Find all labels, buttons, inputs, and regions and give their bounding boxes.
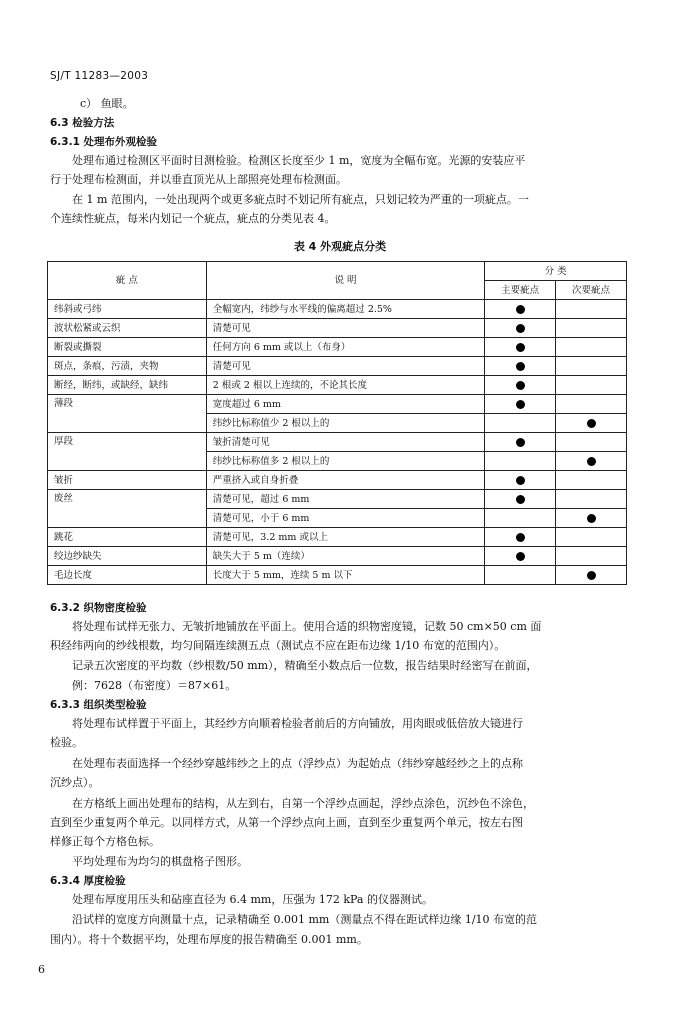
major-defect-marker xyxy=(516,495,525,504)
paragraph-line: 处理布通过检测区平面时目测检验。检测区长度至少 1 m，宽度为全幅布宽。光源的安装应平 xyxy=(72,154,526,167)
column-header-minor: 次要疵点 xyxy=(556,281,627,300)
major-defect-marker xyxy=(516,552,525,561)
major-cell xyxy=(485,547,556,566)
description-cell: 任何方向 6 mm 或以上（布身） xyxy=(206,338,484,357)
major-cell xyxy=(485,566,556,585)
paragraph-line: 个连续性疵点，每米内划记一个疵点，疵点的分类见表 4。 xyxy=(50,212,336,225)
minor-cell xyxy=(556,319,627,338)
table-row xyxy=(48,433,627,452)
defect-cell: 断经，断纬，或缺经，缺纬 xyxy=(48,376,207,395)
major-defect-marker xyxy=(516,343,525,352)
table-row xyxy=(48,357,627,376)
major-defect-marker xyxy=(516,400,525,409)
paragraph-line: 样修正每个方格色标。 xyxy=(50,835,160,848)
minor-cell xyxy=(556,452,627,471)
description-cell: 宽度超过 6 mm xyxy=(206,395,484,414)
column-header-major: 主要疵点 xyxy=(485,281,556,300)
section-heading-6-3-3: 6.3.3 组织类型检验 xyxy=(50,699,147,711)
table-row xyxy=(48,395,627,414)
minor-defect-marker xyxy=(587,514,596,523)
paragraph-line: 在方格纸上画出处理布的结构，从左到右，自第一个浮纱点画起，浮纱点涂色，沉纱色不涂色， xyxy=(72,797,534,810)
paragraph-line: 在处理布表面选择一个经纱穿越纬纱之上的点（浮纱点）为起始点（纬纱穿越经纱之上的点称 xyxy=(72,757,523,770)
table-row xyxy=(48,490,627,509)
major-cell xyxy=(485,509,556,528)
minor-cell xyxy=(556,357,627,376)
paragraph-line: 将处理布试样置于平面上，其经纱方向顺着检验者前后的方向铺放，用肉眼或低倍放大镜进行 xyxy=(72,717,523,730)
minor-cell xyxy=(556,300,627,319)
major-cell xyxy=(485,471,556,490)
description-cell: 严重挤入或自身折叠 xyxy=(206,471,484,490)
minor-defect-marker xyxy=(587,457,596,466)
list-item-c: c） 鱼眼。 xyxy=(80,97,134,110)
section-heading-6-3-2: 6.3.2 织物密度检验 xyxy=(50,602,147,614)
paragraph-line: 沉纱点）。 xyxy=(50,776,100,789)
paragraph-line: 积经纬两向的纱线根数，均匀间隔连续测五点（测试点不应在距布边缘 1/10 布宽的范围内）。 xyxy=(50,639,506,652)
major-defect-marker xyxy=(516,381,525,390)
defect-cell: 波状松紧或云织 xyxy=(48,319,207,338)
description-cell: 清楚可见 xyxy=(206,319,484,338)
paragraph-line: 例：7628（布密度）＝87×61。 xyxy=(72,679,237,692)
defect-cell: 绞边纱缺失 xyxy=(48,547,207,566)
paragraph-line: 行于处理布检测面，并以垂直顶光从上部照亮处理布检测面。 xyxy=(50,173,347,186)
paragraph-line: 直到至少重复两个单元。以同样方式，从第一个浮纱点向上画，直到至少重复两个单元，按左右图 xyxy=(50,816,523,829)
standard-number: SJ/T 11283—2003 xyxy=(50,70,149,82)
paragraph-line: 平均处理布为均匀的棋盘格子图形。 xyxy=(72,855,248,868)
description-cell: 长度大于 5 mm，连续 5 m 以下 xyxy=(206,566,484,585)
description-cell: 纬纱比标称值少 2 根以上的 xyxy=(206,414,484,433)
minor-cell xyxy=(556,528,627,547)
column-header-classification: 分 类 xyxy=(485,262,627,281)
major-cell xyxy=(485,414,556,433)
table-row xyxy=(48,338,627,357)
defect-cell: 皱折 xyxy=(48,471,207,490)
table-title: 表 4 外观疵点分类 xyxy=(293,240,387,253)
minor-cell xyxy=(556,566,627,585)
paragraph-line: 处理布厚度用压头和砧座直径为 6.4 mm，压强为 172 kPa 的仪器测试。 xyxy=(72,893,433,906)
description-cell: 清楚可见，3.2 mm 或以上 xyxy=(206,528,484,547)
major-defect-marker xyxy=(516,305,525,314)
minor-defect-marker xyxy=(587,571,596,580)
paragraph-line: 沿试样的宽度方向测量十点，记录精确至 0.001 mm（测量点不得在距试样边缘 1/10 布宽的范 xyxy=(72,913,538,926)
description-cell: 缺失大于 5 m（连续） xyxy=(206,547,484,566)
paragraph-line: 围内）。将十个数据平均，处理布厚度的报告精确至 0.001 mm。 xyxy=(50,933,368,946)
major-cell xyxy=(485,319,556,338)
table-row xyxy=(48,376,627,395)
minor-cell xyxy=(556,376,627,395)
paragraph-line: 记录五次密度的平均数（纱根数/50 mm），精确至小数点后一位数，报告结果时经密写在前面， xyxy=(72,659,538,672)
defect-cell: 跳花 xyxy=(48,528,207,547)
minor-defect-marker xyxy=(587,419,596,428)
defect-cell: 斑点，条痕，污渍，夹物 xyxy=(48,357,207,376)
defect-cell: 纬斜或弓纬 xyxy=(48,300,207,319)
description-cell: 全幅宽内，纬纱与水平线的偏离超过 2.5% xyxy=(206,300,484,319)
major-cell xyxy=(485,528,556,547)
section-heading-6-3-4: 6.3.4 厚度检验 xyxy=(50,875,126,887)
defect-cell: 废丝 xyxy=(48,490,207,528)
major-cell xyxy=(485,452,556,471)
major-cell xyxy=(485,490,556,509)
minor-cell xyxy=(556,433,627,452)
major-cell xyxy=(485,300,556,319)
description-cell: 皱折清楚可见 xyxy=(206,433,484,452)
major-cell xyxy=(485,395,556,414)
table-row xyxy=(48,319,627,338)
column-header-description: 说 明 xyxy=(206,262,484,300)
section-heading-6-3-1: 6.3.1 处理布外观检验 xyxy=(50,136,158,148)
minor-cell xyxy=(556,509,627,528)
table-row xyxy=(48,300,627,319)
major-cell xyxy=(485,376,556,395)
major-cell xyxy=(485,357,556,376)
minor-cell xyxy=(556,414,627,433)
table-row xyxy=(48,547,627,566)
minor-cell xyxy=(556,338,627,357)
description-cell: 清楚可见 xyxy=(206,357,484,376)
description-cell: 纬纱比标称值多 2 根以上的 xyxy=(206,452,484,471)
minor-cell xyxy=(556,395,627,414)
major-cell xyxy=(485,433,556,452)
table-row xyxy=(48,528,627,547)
paragraph-line: 将处理布试样无张力、无皱折地铺放在平面上。使用合适的织物密度镜，记数 50 cm×50 cm 面 xyxy=(72,620,542,633)
defect-cell: 断裂或撕裂 xyxy=(48,338,207,357)
major-defect-marker xyxy=(516,324,525,333)
major-defect-marker xyxy=(516,362,525,371)
description-cell: 2 根或 2 根以上连续的，不论其长度 xyxy=(206,376,484,395)
paragraph-line: 检验。 xyxy=(50,736,83,749)
description-cell: 清楚可见，小于 6 mm xyxy=(206,509,484,528)
minor-cell xyxy=(556,490,627,509)
major-cell xyxy=(485,338,556,357)
column-header-defect: 疵 点 xyxy=(48,262,207,300)
section-heading-6-3: 6.3 检验方法 xyxy=(50,117,115,129)
description-cell: 清楚可见，超过 6 mm xyxy=(206,490,484,509)
paragraph-line: 在 1 m 范围内，一处出现两个或更多疵点时不划记所有疵点，只划记较为严重的一项疵点。一 xyxy=(72,193,529,206)
major-defect-marker xyxy=(516,533,525,542)
table-row xyxy=(48,566,627,585)
table-row xyxy=(48,471,627,490)
major-defect-marker xyxy=(516,438,525,447)
major-defect-marker xyxy=(516,476,525,485)
page-number: 6 xyxy=(38,963,45,976)
defect-cell: 薄段 xyxy=(48,395,207,433)
defect-cell: 毛边长度 xyxy=(48,566,207,585)
minor-cell xyxy=(556,547,627,566)
defect-cell: 厚段 xyxy=(48,433,207,471)
minor-cell xyxy=(556,471,627,490)
defect-classification-table xyxy=(47,261,627,585)
